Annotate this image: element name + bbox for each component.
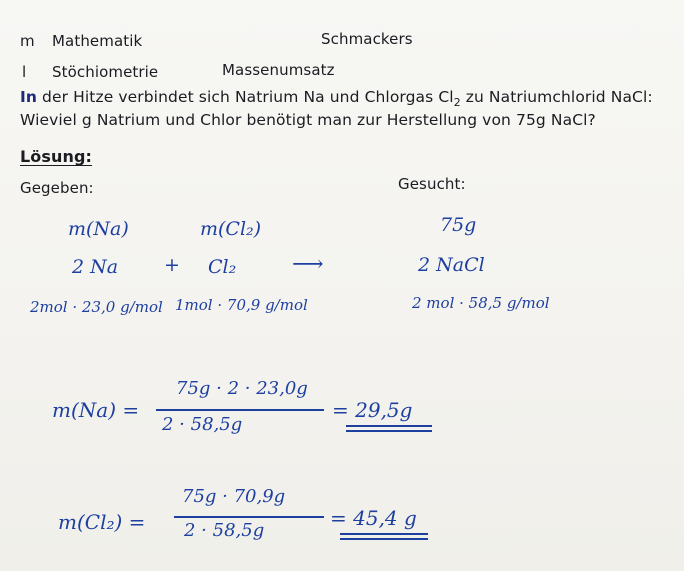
sought-mass: 75g	[440, 214, 477, 236]
calc2-underline-2	[340, 538, 428, 540]
problem-line-2	[20, 111, 596, 129]
given-m-na: m(Na)	[68, 218, 129, 240]
calc1-fraction	[152, 378, 332, 438]
problem-in: In	[20, 88, 38, 106]
header-subtopic: Massenumsatz	[222, 61, 335, 79]
calc2-lhs: m(Cl₂) =	[58, 510, 146, 534]
problem-line-2a: Wieviel g Natrium und Chlor benötigt man zur Herstellung von 75	[20, 111, 536, 129]
header-subject: Mathematik	[52, 32, 143, 50]
sought-mol-nacl: 2 mol · 58,5 g/mol	[412, 294, 550, 312]
problem-line-1a: der Hitze verbindet sich Natrium Na und Chlorgas Cl	[42, 88, 454, 106]
calc2-fraction	[168, 486, 328, 546]
problem-line-1-sub: 2	[453, 96, 461, 110]
header-code-l: l	[22, 63, 27, 81]
equation-2nacl: 2 NaCl	[418, 254, 485, 276]
header-code-m: m	[20, 32, 35, 50]
calc1-fraction-bar	[156, 409, 324, 411]
given-label: Gegeben:	[20, 179, 94, 197]
calc1-underline-2	[346, 430, 432, 432]
problem-line-2-g: g	[535, 111, 546, 129]
calc2-fraction-bar	[174, 516, 324, 518]
calc1-numerator: 75g · 2 · 23,0g	[176, 378, 308, 399]
calc1-denominator: 2 · 58,5g	[162, 414, 243, 435]
sought-label: Gesucht:	[398, 175, 466, 193]
problem-line-1b: zu Natriumchlorid NaCl:	[465, 88, 653, 106]
calc2-numerator: 75g · 70,9g	[182, 486, 286, 507]
problem-line-2b: NaCl?	[550, 111, 596, 129]
given-mol-na: 2mol · 23,0 g/mol	[30, 298, 163, 316]
calc2-result: = 45,4 g	[330, 506, 417, 530]
equation-2na: 2 Na	[72, 256, 119, 278]
equation-plus: +	[164, 254, 180, 276]
header-topic: Stöchiometrie	[52, 63, 159, 81]
calc1-lhs: m(Na) =	[52, 398, 140, 422]
reaction-arrow-icon: ⟶	[292, 252, 324, 277]
equation-cl2: Cl₂	[208, 256, 237, 278]
problem-line-1	[20, 88, 653, 109]
header-author: Schmackers	[321, 30, 413, 48]
calc1-result: = 29,5g	[332, 398, 413, 422]
given-mol-cl: 1mol · 70,9 g/mol	[175, 296, 308, 314]
given-m-cl: m(Cl₂)	[200, 218, 262, 240]
calc2-underline-1	[340, 533, 428, 535]
solution-heading: Lösung:	[20, 147, 93, 166]
calc2-denominator: 2 · 58,5g	[184, 520, 265, 541]
calc1-underline-1	[346, 425, 432, 427]
